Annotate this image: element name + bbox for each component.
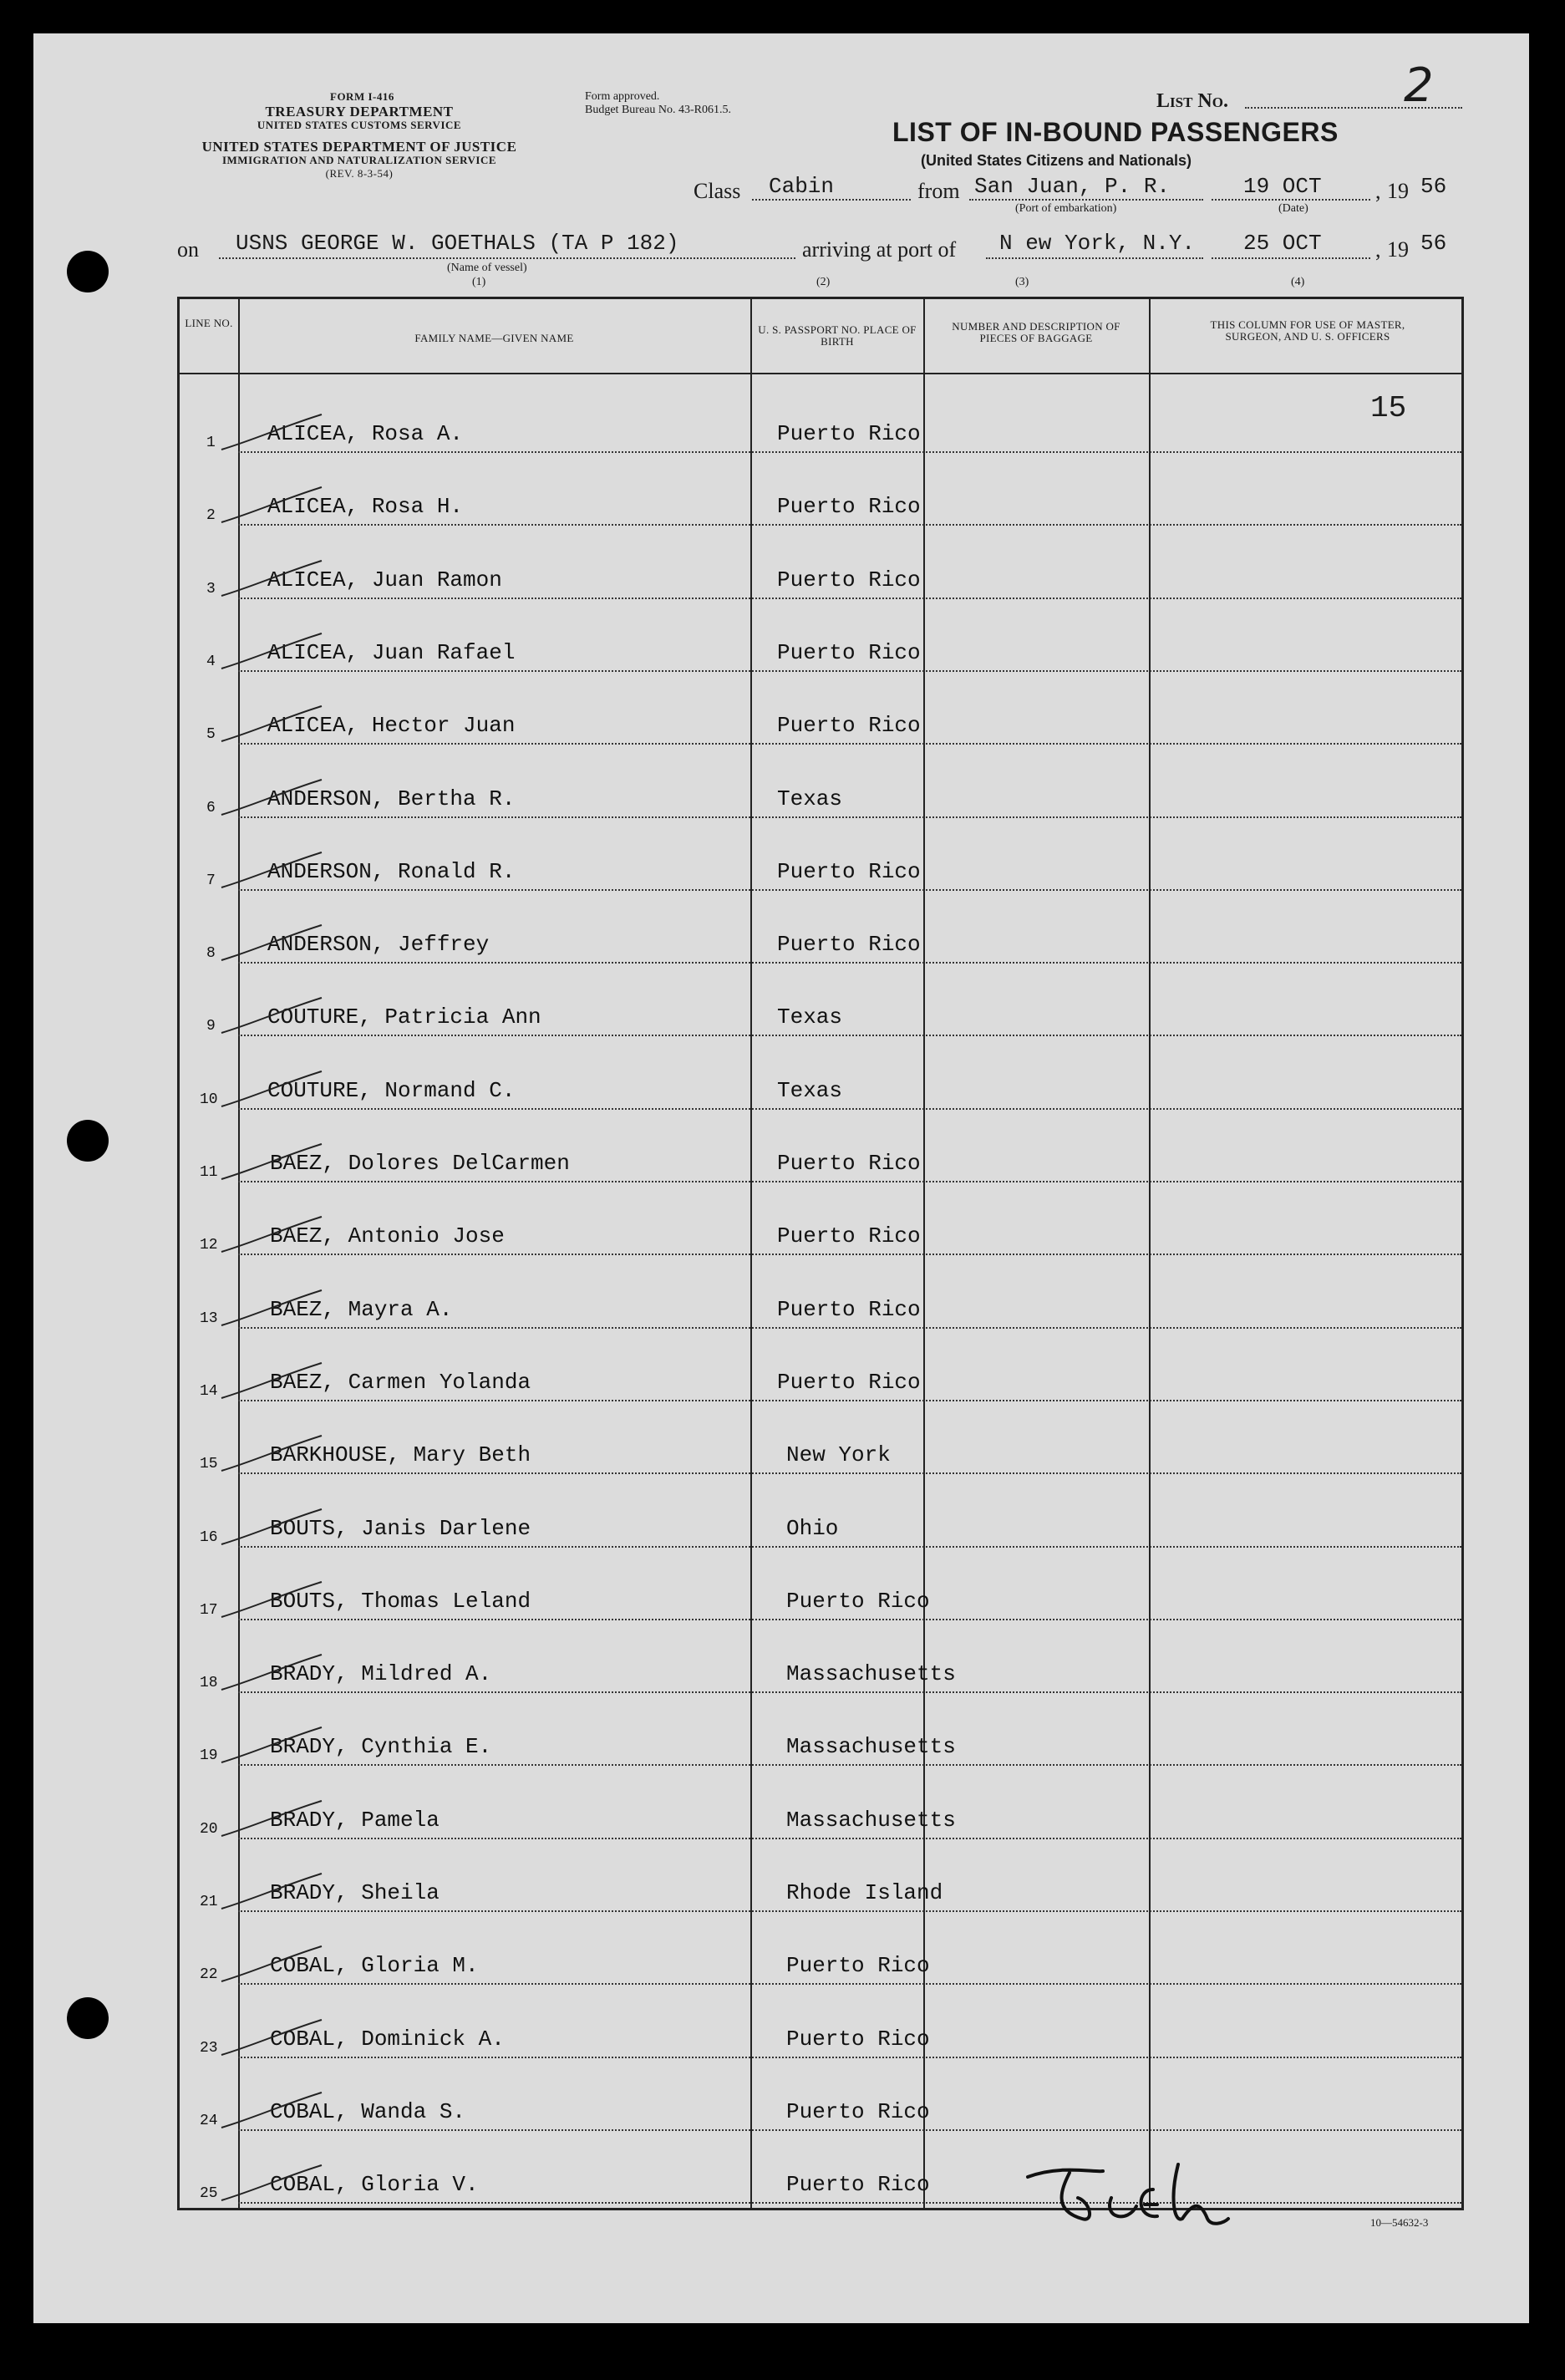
table-row [238, 450, 1461, 453]
check-mark [213, 408, 330, 458]
table-row [238, 1981, 1461, 1985]
vessel-line [219, 257, 795, 259]
passenger-name: COUTURE, Patricia Ann [267, 1004, 541, 1030]
revision-date: (REV. 8-3-54) [325, 167, 394, 180]
line-number: 20 [200, 1820, 218, 1838]
date-line [1212, 199, 1370, 201]
passenger-name: BOUTS, Thomas Leland [270, 1588, 531, 1614]
signature-text [1011, 2139, 1014, 2140]
list-no-label: List No. [1156, 90, 1228, 112]
check-mark [213, 2013, 330, 2063]
check-mark [213, 1794, 330, 1844]
punch-hole-middle [67, 1120, 109, 1162]
place-of-birth: Ohio [786, 1515, 839, 1541]
table-row [238, 2055, 1461, 2058]
table-row [238, 815, 1461, 818]
col-header-baggage: NUMBER AND DESCRIPTION OF PIECES OF BAGGAGE [952, 320, 1120, 344]
line-number: 16 [200, 1528, 218, 1546]
check-mark [213, 1137, 330, 1187]
passenger-name: ALICEA, Hector Juan [267, 713, 516, 739]
passenger-name: BARKHOUSE, Mary Beth [270, 1442, 531, 1468]
passenger-name: BAEZ, Dolores DelCarmen [270, 1151, 570, 1176]
line-number: 18 [200, 1675, 218, 1692]
arrival-port-line [986, 257, 1203, 259]
line-number: 6 [206, 799, 216, 816]
caption-2: (2) [816, 276, 831, 288]
vessel-caption: (Name of vessel) [447, 262, 527, 274]
check-mark [213, 1210, 330, 1260]
from-label: from [917, 179, 960, 203]
place-of-birth: Puerto Rico [777, 1151, 921, 1176]
line-number: 11 [200, 1164, 218, 1181]
line-number: 8 [206, 945, 216, 963]
passenger-name: ALICEA, Rosa A. [267, 421, 464, 446]
class-line [752, 199, 911, 201]
treasury-department: TREASURY DEPARTMENT [265, 104, 454, 120]
line-number: 19 [200, 1747, 218, 1765]
caption-4: (4) [1291, 276, 1305, 288]
from-line [969, 199, 1203, 201]
place-of-birth: Puerto Rico [777, 421, 921, 446]
check-mark [213, 1867, 330, 1917]
place-of-birth: Puerto Rico [777, 858, 921, 884]
check-mark [213, 2159, 330, 2209]
check-mark [213, 1284, 330, 1334]
check-mark [213, 1503, 330, 1553]
arrival-date-line [1212, 257, 1370, 259]
punch-hole-top [67, 251, 109, 292]
line-number: 10 [200, 1091, 218, 1108]
passenger-name: COBAL, Dominick A. [270, 2026, 505, 2052]
col-header-line: LINE NO. [185, 317, 233, 329]
check-mark [213, 481, 330, 531]
place-of-birth: Puerto Rico [786, 1953, 930, 1979]
form-number: FORM I-416 [330, 90, 394, 103]
passenger-name: ANDERSON, Ronald R. [267, 858, 516, 884]
place-of-birth: Puerto Rico [777, 567, 921, 592]
place-of-birth: Puerto Rico [777, 932, 921, 958]
passenger-name: BRADY, Cynthia E. [270, 1734, 492, 1760]
passenger-name: BAEZ, Mayra A. [270, 1296, 453, 1322]
check-mark [213, 1575, 330, 1625]
place-of-birth: Massachusetts [786, 1661, 956, 1687]
arrival-port: N ew York, N.Y. [999, 231, 1196, 256]
place-of-birth: Puerto Rico [786, 2026, 930, 2052]
arrival-year: 56 [1420, 231, 1447, 256]
caption-3: (3) [1015, 276, 1029, 288]
check-mark [213, 627, 330, 677]
passenger-name: BOUTS, Janis Darlene [270, 1515, 531, 1541]
table-row [238, 1033, 1461, 1036]
table-row [238, 1617, 1461, 1620]
line-number: 17 [200, 1601, 218, 1619]
table-row [238, 1544, 1461, 1548]
list-no-value: 2 [1404, 58, 1434, 113]
caption-1: (1) [472, 276, 486, 288]
line-number: 5 [206, 726, 216, 744]
class-label: Class [694, 179, 741, 203]
passenger-name: ALICEA, Juan Ramon [267, 567, 502, 592]
col-header-name: FAMILY NAME—GIVEN NAME [414, 332, 574, 344]
line-number: 21 [200, 1894, 218, 1910]
check-mark [213, 1648, 330, 1698]
place-of-birth: Puerto Rico [777, 494, 921, 520]
passenger-table [177, 297, 1464, 2210]
table-row [238, 596, 1461, 599]
table-row [238, 522, 1461, 526]
officer-note: 15 [1370, 391, 1407, 425]
passenger-name: BRADY, Sheila [270, 1880, 440, 1905]
check-mark [213, 991, 330, 1041]
passenger-name: COUTURE, Normand C. [267, 1077, 516, 1103]
place-of-birth: New York [786, 1442, 891, 1468]
line-number: 2 [206, 507, 216, 525]
check-mark [213, 846, 330, 896]
place-of-birth: Texas [777, 786, 843, 811]
table-row [238, 1762, 1461, 1766]
passenger-name: ALICEA, Juan Rafael [267, 639, 516, 665]
line-number: 24 [200, 2112, 218, 2129]
passenger-name: BRADY, Pamela [270, 1807, 440, 1833]
table-row [238, 887, 1461, 891]
line-number: 9 [206, 1018, 216, 1035]
line-number: 22 [200, 1966, 218, 1984]
officer-signature [1011, 2139, 1295, 2256]
passenger-name: COBAL, Gloria M. [270, 1953, 479, 1979]
line-number: 23 [200, 2039, 218, 2057]
line-number: 15 [200, 1456, 218, 1473]
immigration-service: IMMIGRATION AND NATURALIZATION SERVICE [221, 154, 497, 166]
place-of-birth: Puerto Rico [786, 2172, 930, 2198]
line-number: 12 [200, 1237, 218, 1254]
footer-code: 10—54632-3 [1370, 2216, 1429, 2229]
departure-year: 56 [1420, 174, 1447, 199]
table-row [238, 1690, 1461, 1693]
place-of-birth: Massachusetts [786, 1807, 956, 1833]
embarkation-port: San Juan, P. R. [974, 174, 1171, 199]
table-row [238, 1179, 1461, 1182]
place-of-birth: Puerto Rico [786, 1588, 930, 1614]
passenger-name: BAEZ, Antonio Jose [270, 1223, 505, 1249]
departure-date: 19 OCT [1243, 174, 1322, 199]
passenger-name: BRADY, Mildred A. [270, 1661, 492, 1687]
place-of-birth: Puerto Rico [777, 1369, 921, 1395]
header-rule [180, 373, 1461, 374]
table-row [238, 1471, 1461, 1474]
embarkation-caption: (Port of embarkation) [1015, 202, 1117, 215]
line-number: 3 [206, 580, 216, 598]
place-of-birth: Puerto Rico [777, 713, 921, 739]
document-subtitle: (United States Citizens and Nationals) [921, 152, 1192, 169]
table-row [238, 2128, 1461, 2131]
passenger-name: COBAL, Wanda S. [270, 2098, 466, 2124]
table-row [238, 1909, 1461, 1912]
check-mark [213, 918, 330, 969]
line-number: 13 [200, 1310, 218, 1327]
passenger-name: ANDERSON, Bertha R. [267, 786, 516, 811]
arriving-label: arriving at port of [802, 237, 957, 262]
passenger-name: ANDERSON, Jeffrey [267, 932, 490, 958]
table-row [238, 960, 1461, 964]
check-mark [213, 1429, 330, 1479]
check-mark [213, 2086, 330, 2136]
check-mark [213, 773, 330, 823]
line-number: 25 [200, 2185, 218, 2203]
line-number: 4 [206, 653, 216, 670]
budget-bureau: Budget Bureau No. 43-R061.5. [585, 104, 731, 116]
place-of-birth: Rhode Island [786, 1880, 943, 1905]
form-approved: Form approved. [585, 90, 660, 103]
justice-department: UNITED STATES DEPARTMENT OF JUSTICE [201, 139, 517, 155]
check-mark [213, 1940, 330, 1990]
check-mark [213, 1721, 330, 1771]
line-number: 7 [206, 872, 216, 889]
table-row [238, 1252, 1461, 1255]
year-prefix-2: 19 [1387, 237, 1409, 262]
document-title: LIST OF IN-BOUND PASSENGERS [892, 117, 1339, 147]
line-number: 1 [206, 435, 216, 451]
table-row [238, 1106, 1461, 1110]
on-label: on [177, 237, 199, 262]
table-row [238, 1325, 1461, 1329]
passenger-name: COBAL, Gloria V. [270, 2172, 479, 2198]
place-of-birth: Texas [777, 1077, 843, 1103]
col-header-birth: U. S. PASSPORT NO. PLACE OF BIRTH [758, 323, 917, 348]
table-row [238, 1398, 1461, 1401]
year-comma-2: , [1375, 237, 1381, 262]
vessel-name: USNS GEORGE W. GOETHALS (TA P 182) [236, 231, 679, 256]
place-of-birth: Puerto Rico [777, 1223, 921, 1249]
check-mark [213, 1065, 330, 1115]
punch-hole-bottom [67, 1997, 109, 2039]
passenger-name: ALICEA, Rosa H. [267, 494, 464, 520]
place-of-birth: Puerto Rico [777, 639, 921, 665]
place-of-birth: Massachusetts [786, 1734, 956, 1760]
place-of-birth: Puerto Rico [777, 1296, 921, 1322]
check-mark [213, 699, 330, 750]
table-row [238, 741, 1461, 745]
customs-service: UNITED STATES CUSTOMS SERVICE [257, 119, 462, 131]
year-comma-1: , [1375, 179, 1381, 203]
check-mark [213, 1356, 330, 1406]
place-of-birth: Texas [777, 1004, 843, 1030]
arrival-date: 25 OCT [1243, 231, 1322, 256]
col-header-officers: THIS COLUMN FOR USE OF MASTER, SURGEON, AND U. S. OFFICERS [1210, 318, 1405, 343]
class-value: Cabin [769, 174, 835, 199]
line-number: 14 [200, 1382, 218, 1400]
place-of-birth: Puerto Rico [786, 2098, 930, 2124]
year-prefix-1: 19 [1387, 179, 1409, 203]
table-row [238, 669, 1461, 672]
passenger-name: BAEZ, Carmen Yolanda [270, 1369, 531, 1395]
check-mark [213, 554, 330, 604]
table-row [238, 1836, 1461, 1839]
date-caption: (Date) [1278, 202, 1308, 215]
